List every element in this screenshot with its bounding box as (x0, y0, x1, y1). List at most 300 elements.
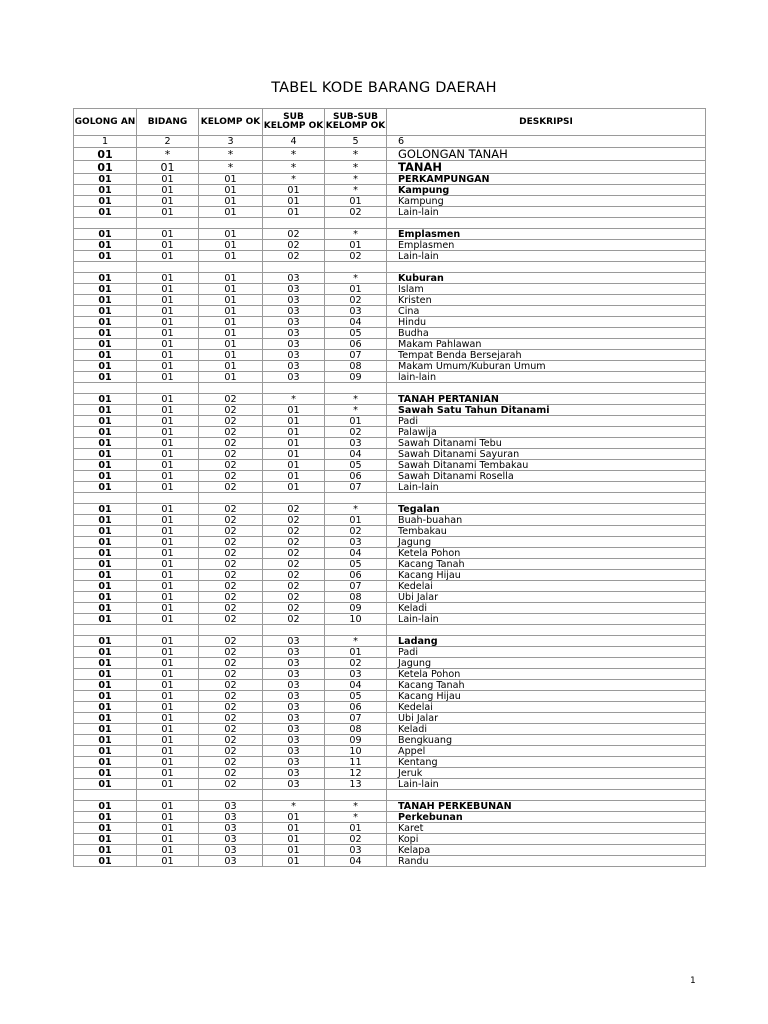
sub-sub-kelompok-cell (325, 493, 387, 504)
kelompok-cell: 02 (199, 746, 263, 757)
kelompok-cell: 02 (199, 526, 263, 537)
sub-sub-kelompok-cell: 05 (325, 460, 387, 471)
kelompok-cell: 02 (199, 504, 263, 515)
bidang-cell: 01 (137, 768, 199, 779)
deskripsi-cell: Sawah Ditanami Tembakau (387, 460, 706, 471)
golongan-cell: 01 (74, 603, 137, 614)
deskripsi-cell: Padi (387, 647, 706, 658)
kelompok-cell: 02 (199, 559, 263, 570)
table-row (74, 746, 706, 757)
kelompok-cell: * (199, 161, 263, 174)
bidang-cell: 01 (137, 702, 199, 713)
sub-kelompok-cell: 03 (263, 680, 325, 691)
deskripsi-cell: Emplasmen (387, 229, 706, 240)
deskripsi-cell: Sawah Ditanami Sayuran (387, 449, 706, 460)
kelompok-cell: 01 (199, 328, 263, 339)
sub-sub-kelompok-cell: 13 (325, 779, 387, 790)
kelompok-cell (199, 625, 263, 636)
sub-kelompok-cell: 03 (263, 669, 325, 680)
sub-kelompok-cell: * (263, 148, 325, 161)
bidang-cell: 01 (137, 779, 199, 790)
deskripsi-cell (387, 625, 706, 636)
sub-sub-kelompok-cell: 07 (325, 713, 387, 724)
kelompok-cell (199, 383, 263, 394)
sub-sub-kelompok-cell: 01 (325, 196, 387, 207)
kelompok-cell: 01 (199, 185, 263, 196)
kelompok-cell: 02 (199, 636, 263, 647)
deskripsi-cell: PERKAMPUNGAN (387, 174, 706, 185)
deskripsi-cell: Makam Pahlawan (387, 339, 706, 350)
header-row (74, 109, 706, 136)
sub-sub-kelompok-cell: 04 (325, 856, 387, 867)
bidang-cell: 01 (137, 834, 199, 845)
sub-kelompok-cell: 03 (263, 273, 325, 284)
bidang-cell: 01 (137, 757, 199, 768)
deskripsi-cell: Kacang Hijau (387, 691, 706, 702)
golongan-cell: 01 (74, 229, 137, 240)
sub-kelompok-cell: * (263, 161, 325, 174)
kelompok-cell: 01 (199, 306, 263, 317)
sub-kelompok-cell (263, 383, 325, 394)
bidang-cell: 01 (137, 161, 199, 174)
golongan-cell: 01 (74, 317, 137, 328)
header-bidang: BIDANG (137, 109, 199, 136)
sub-sub-kelompok-cell: 09 (325, 372, 387, 383)
golongan-cell: 01 (74, 328, 137, 339)
header-golongan: GOLONG AN (74, 109, 137, 136)
bidang-cell: 01 (137, 713, 199, 724)
table-row (74, 658, 706, 669)
bidang-cell: 01 (137, 515, 199, 526)
kelompok-cell: 02 (199, 405, 263, 416)
sub-sub-kelompok-cell: 08 (325, 592, 387, 603)
sub-sub-kelompok-cell: 01 (325, 416, 387, 427)
blank-row (74, 625, 706, 636)
golongan-cell (74, 790, 137, 801)
deskripsi-cell: Makam Umum/Kuburan Umum (387, 361, 706, 372)
sub-kelompok-cell: 01 (263, 834, 325, 845)
sub-kelompok-cell: 02 (263, 515, 325, 526)
table-row (74, 306, 706, 317)
golongan-cell: 01 (74, 669, 137, 680)
bidang-cell: 01 (137, 581, 199, 592)
kelompok-cell: 02 (199, 471, 263, 482)
golongan-cell: 01 (74, 856, 137, 867)
kelompok-cell: 02 (199, 416, 263, 427)
bidang-cell (137, 625, 199, 636)
sub-sub-kelompok-cell: 06 (325, 702, 387, 713)
sub-sub-kelompok-cell: 09 (325, 735, 387, 746)
sub-sub-kelompok-cell: 10 (325, 614, 387, 625)
table-row (74, 350, 706, 361)
sub-sub-kelompok-cell: 03 (325, 669, 387, 680)
table-row (74, 405, 706, 416)
sub-sub-kelompok-cell: 02 (325, 207, 387, 218)
kelompok-cell: 02 (199, 449, 263, 460)
golongan-cell: 01 (74, 757, 137, 768)
sub-kelompok-cell: 03 (263, 691, 325, 702)
sub-sub-kelompok-cell (325, 383, 387, 394)
deskripsi-cell: Ketela Pohon (387, 669, 706, 680)
sub-kelompok-cell: 01 (263, 856, 325, 867)
sub-sub-kelompok-cell: * (325, 812, 387, 823)
deskripsi-cell: Tembakau (387, 526, 706, 537)
table-row (74, 724, 706, 735)
sub-sub-kelompok-cell: 04 (325, 548, 387, 559)
column-number: 2 (137, 136, 199, 148)
column-number: 1 (74, 136, 137, 148)
bidang-cell: * (137, 148, 199, 161)
sub-kelompok-cell: 02 (263, 548, 325, 559)
deskripsi-cell: Lain-lain (387, 614, 706, 625)
deskripsi-cell: Ladang (387, 636, 706, 647)
bidang-cell (137, 493, 199, 504)
table-row (74, 680, 706, 691)
sub-kelompok-cell: 03 (263, 284, 325, 295)
column-number: 4 (263, 136, 325, 148)
table-row (74, 691, 706, 702)
sub-kelompok-cell (263, 262, 325, 273)
sub-sub-kelompok-cell: 06 (325, 570, 387, 581)
sub-kelompok-cell: 02 (263, 614, 325, 625)
deskripsi-cell: Ubi Jalar (387, 592, 706, 603)
bidang-cell: 01 (137, 856, 199, 867)
table-row (74, 856, 706, 867)
kelompok-cell: 02 (199, 548, 263, 559)
golongan-cell (74, 625, 137, 636)
bidang-cell: 01 (137, 229, 199, 240)
kelompok-cell: 01 (199, 240, 263, 251)
golongan-cell: 01 (74, 240, 137, 251)
deskripsi-cell: Padi (387, 416, 706, 427)
deskripsi-cell: Islam (387, 284, 706, 295)
bidang-cell: 01 (137, 449, 199, 460)
sub-sub-kelompok-cell: * (325, 636, 387, 647)
bidang-cell: 01 (137, 295, 199, 306)
bidang-cell (137, 790, 199, 801)
table-row (74, 471, 706, 482)
column-number: 6 (387, 136, 706, 148)
golongan-cell: 01 (74, 680, 137, 691)
sub-kelompok-cell: 03 (263, 317, 325, 328)
golongan-cell: 01 (74, 174, 137, 185)
sub-kelompok-cell: 01 (263, 405, 325, 416)
deskripsi-cell: Sawah Satu Tahun Ditanami (387, 405, 706, 416)
kelompok-cell: 01 (199, 317, 263, 328)
document-title: TABEL KODE BARANG DAERAH (271, 80, 497, 96)
bidang-cell: 01 (137, 658, 199, 669)
deskripsi-cell: TANAH PERTANIAN (387, 394, 706, 405)
golongan-cell: 01 (74, 537, 137, 548)
kelompok-cell: 01 (199, 284, 263, 295)
golongan-cell: 01 (74, 724, 137, 735)
deskripsi-cell: Sawah Ditanami Tebu (387, 438, 706, 449)
sub-sub-kelompok-cell: 04 (325, 680, 387, 691)
bidang-cell: 01 (137, 427, 199, 438)
kelompok-cell: 02 (199, 537, 263, 548)
sub-sub-kelompok-cell: 02 (325, 526, 387, 537)
kelompok-cell: 02 (199, 680, 263, 691)
kelompok-cell: 01 (199, 207, 263, 218)
bidang-cell: 01 (137, 361, 199, 372)
sub-kelompok-cell: 01 (263, 845, 325, 856)
sub-kelompok-cell: * (263, 394, 325, 405)
header-kelompok: KELOMP OK (199, 109, 263, 136)
deskripsi-cell: Jagung (387, 537, 706, 548)
deskripsi-cell: Tegalan (387, 504, 706, 515)
bidang-cell: 01 (137, 460, 199, 471)
sub-sub-kelompok-cell: 04 (325, 317, 387, 328)
sub-sub-kelompok-cell: 02 (325, 251, 387, 262)
deskripsi-cell: Kacang Hijau (387, 570, 706, 581)
deskripsi-cell: Cina (387, 306, 706, 317)
table-row (74, 174, 706, 185)
column-number: 3 (199, 136, 263, 148)
blank-row (74, 262, 706, 273)
deskripsi-cell: Karet (387, 823, 706, 834)
bidang-cell: 01 (137, 801, 199, 812)
bidang-cell: 01 (137, 691, 199, 702)
bidang-cell: 01 (137, 603, 199, 614)
bidang-cell: 01 (137, 174, 199, 185)
deskripsi-cell: Lain-lain (387, 251, 706, 262)
sub-kelompok-cell: 03 (263, 350, 325, 361)
kelompok-cell: 02 (199, 768, 263, 779)
bidang-cell: 01 (137, 614, 199, 625)
deskripsi-cell: Keladi (387, 724, 706, 735)
bidang-cell: 01 (137, 350, 199, 361)
golongan-cell: 01 (74, 295, 137, 306)
bidang-cell (137, 218, 199, 229)
table-row (74, 339, 706, 350)
bidang-cell: 01 (137, 537, 199, 548)
sub-kelompok-cell: 02 (263, 504, 325, 515)
kelompok-cell: 02 (199, 779, 263, 790)
kelompok-cell: 01 (199, 229, 263, 240)
sub-kelompok-cell: 02 (263, 229, 325, 240)
deskripsi-cell: Emplasmen (387, 240, 706, 251)
table-row (74, 372, 706, 383)
sub-kelompok-cell: 03 (263, 779, 325, 790)
golongan-cell: 01 (74, 823, 137, 834)
sub-sub-kelompok-cell: 06 (325, 471, 387, 482)
table-row (74, 161, 706, 174)
table-row (74, 548, 706, 559)
golongan-cell: 01 (74, 559, 137, 570)
sub-sub-kelompok-cell: 12 (325, 768, 387, 779)
deskripsi-cell: Hindu (387, 317, 706, 328)
golongan-cell: 01 (74, 647, 137, 658)
sub-sub-kelompok-cell: 07 (325, 350, 387, 361)
table-row (74, 317, 706, 328)
table-row (74, 614, 706, 625)
kelompok-cell: 02 (199, 669, 263, 680)
sub-kelompok-cell: 01 (263, 427, 325, 438)
table-row (74, 812, 706, 823)
golongan-cell: 01 (74, 768, 137, 779)
kelompok-cell (199, 790, 263, 801)
sub-kelompok-cell: 03 (263, 757, 325, 768)
golongan-cell: 01 (74, 350, 137, 361)
golongan-cell: 01 (74, 372, 137, 383)
kelompok-cell (199, 262, 263, 273)
kelompok-cell: 03 (199, 801, 263, 812)
golongan-cell: 01 (74, 801, 137, 812)
sub-sub-kelompok-cell: 02 (325, 658, 387, 669)
deskripsi-cell: Kuburan (387, 273, 706, 284)
sub-sub-kelompok-cell (325, 262, 387, 273)
golongan-cell: 01 (74, 339, 137, 350)
sub-sub-kelompok-cell: * (325, 504, 387, 515)
sub-kelompok-cell: 03 (263, 372, 325, 383)
sub-sub-kelompok-cell: 11 (325, 757, 387, 768)
sub-kelompok-cell: 02 (263, 537, 325, 548)
blank-row (74, 218, 706, 229)
header-sub-kelompok: SUB KELOMP OK (263, 109, 325, 136)
sub-sub-kelompok-cell (325, 625, 387, 636)
deskripsi-cell (387, 790, 706, 801)
deskripsi-cell: Jagung (387, 658, 706, 669)
bidang-cell: 01 (137, 669, 199, 680)
table-row (74, 251, 706, 262)
table-row (74, 240, 706, 251)
deskripsi-cell: Lain-lain (387, 779, 706, 790)
golongan-cell: 01 (74, 148, 137, 161)
bidang-cell (137, 383, 199, 394)
kelompok-cell: 01 (199, 273, 263, 284)
sub-kelompok-cell: 02 (263, 581, 325, 592)
sub-kelompok-cell: 03 (263, 636, 325, 647)
table-body (74, 148, 706, 867)
table-row (74, 449, 706, 460)
kelompok-cell: 02 (199, 460, 263, 471)
golongan-cell: 01 (74, 273, 137, 284)
sub-sub-kelompok-cell: 01 (325, 240, 387, 251)
deskripsi-cell: Ketela Pohon (387, 548, 706, 559)
deskripsi-cell: Jeruk (387, 768, 706, 779)
sub-sub-kelompok-cell: 03 (325, 537, 387, 548)
sub-kelompok-cell: 02 (263, 603, 325, 614)
deskripsi-cell: Kacang Tanah (387, 559, 706, 570)
table-row (74, 427, 706, 438)
kelompok-cell: 02 (199, 438, 263, 449)
table-row (74, 196, 706, 207)
golongan-cell: 01 (74, 416, 137, 427)
sub-sub-kelompok-cell: 02 (325, 834, 387, 845)
sub-kelompok-cell: * (263, 801, 325, 812)
table-row (74, 515, 706, 526)
bidang-cell: 01 (137, 636, 199, 647)
sub-kelompok-cell (263, 493, 325, 504)
bidang-cell: 01 (137, 746, 199, 757)
sub-kelompok-cell: 01 (263, 460, 325, 471)
sub-sub-kelompok-cell: 02 (325, 427, 387, 438)
bidang-cell: 01 (137, 526, 199, 537)
bidang-cell: 01 (137, 416, 199, 427)
sub-kelompok-cell: * (263, 174, 325, 185)
sub-kelompok-cell: 02 (263, 559, 325, 570)
deskripsi-cell: TANAH (387, 161, 706, 174)
sub-sub-kelompok-cell: * (325, 185, 387, 196)
deskripsi-cell: lain-lain (387, 372, 706, 383)
sub-sub-kelompok-cell: 01 (325, 284, 387, 295)
bidang-cell: 01 (137, 196, 199, 207)
sub-kelompok-cell: 01 (263, 823, 325, 834)
bidang-cell: 01 (137, 724, 199, 735)
sub-sub-kelompok-cell: * (325, 801, 387, 812)
golongan-cell: 01 (74, 306, 137, 317)
column-number: 5 (325, 136, 387, 148)
sub-sub-kelompok-cell: * (325, 394, 387, 405)
table-row (74, 284, 706, 295)
golongan-cell: 01 (74, 636, 137, 647)
golongan-cell: 01 (74, 735, 137, 746)
table-row (74, 669, 706, 680)
table-row (74, 768, 706, 779)
column-number-row (74, 136, 706, 148)
golongan-cell: 01 (74, 779, 137, 790)
sub-kelompok-cell: 03 (263, 339, 325, 350)
kelompok-cell: 02 (199, 592, 263, 603)
sub-sub-kelompok-cell: 09 (325, 603, 387, 614)
bidang-cell: 01 (137, 559, 199, 570)
deskripsi-cell: Lain-lain (387, 207, 706, 218)
sub-sub-kelompok-cell: 01 (325, 823, 387, 834)
sub-sub-kelompok-cell: 05 (325, 559, 387, 570)
sub-sub-kelompok-cell (325, 218, 387, 229)
golongan-cell: 01 (74, 592, 137, 603)
deskripsi-cell: Keladi (387, 603, 706, 614)
golongan-cell: 01 (74, 185, 137, 196)
bidang-cell: 01 (137, 372, 199, 383)
sub-sub-kelompok-cell: 07 (325, 581, 387, 592)
sub-sub-kelompok-cell: * (325, 148, 387, 161)
golongan-cell: 01 (74, 394, 137, 405)
sub-kelompok-cell: 03 (263, 702, 325, 713)
golongan-cell: 01 (74, 581, 137, 592)
bidang-cell: 01 (137, 339, 199, 350)
sub-kelompok-cell: 01 (263, 196, 325, 207)
sub-kelompok-cell: 03 (263, 768, 325, 779)
kode-barang-table (73, 108, 706, 867)
sub-sub-kelompok-cell: 08 (325, 361, 387, 372)
golongan-cell: 01 (74, 526, 137, 537)
table-row (74, 735, 706, 746)
kelompok-cell: 01 (199, 339, 263, 350)
sub-sub-kelompok-cell: 05 (325, 691, 387, 702)
golongan-cell (74, 383, 137, 394)
kelompok-cell: 01 (199, 196, 263, 207)
deskripsi-cell: Kedelai (387, 581, 706, 592)
golongan-cell: 01 (74, 405, 137, 416)
bidang-cell: 01 (137, 438, 199, 449)
sub-sub-kelompok-cell: 01 (325, 515, 387, 526)
kelompok-cell: 01 (199, 174, 263, 185)
golongan-cell: 01 (74, 658, 137, 669)
golongan-cell: 01 (74, 812, 137, 823)
deskripsi-cell: Kampung (387, 185, 706, 196)
sub-kelompok-cell: 01 (263, 185, 325, 196)
sub-sub-kelompok-cell: * (325, 174, 387, 185)
kelompok-cell: 01 (199, 372, 263, 383)
bidang-cell: 01 (137, 504, 199, 515)
deskripsi-cell: Kedelai (387, 702, 706, 713)
deskripsi-cell: GOLONGAN TANAH (387, 148, 706, 161)
golongan-cell: 01 (74, 746, 137, 757)
sub-kelompok-cell: 01 (263, 449, 325, 460)
table-row (74, 460, 706, 471)
sub-kelompok-cell: 01 (263, 471, 325, 482)
